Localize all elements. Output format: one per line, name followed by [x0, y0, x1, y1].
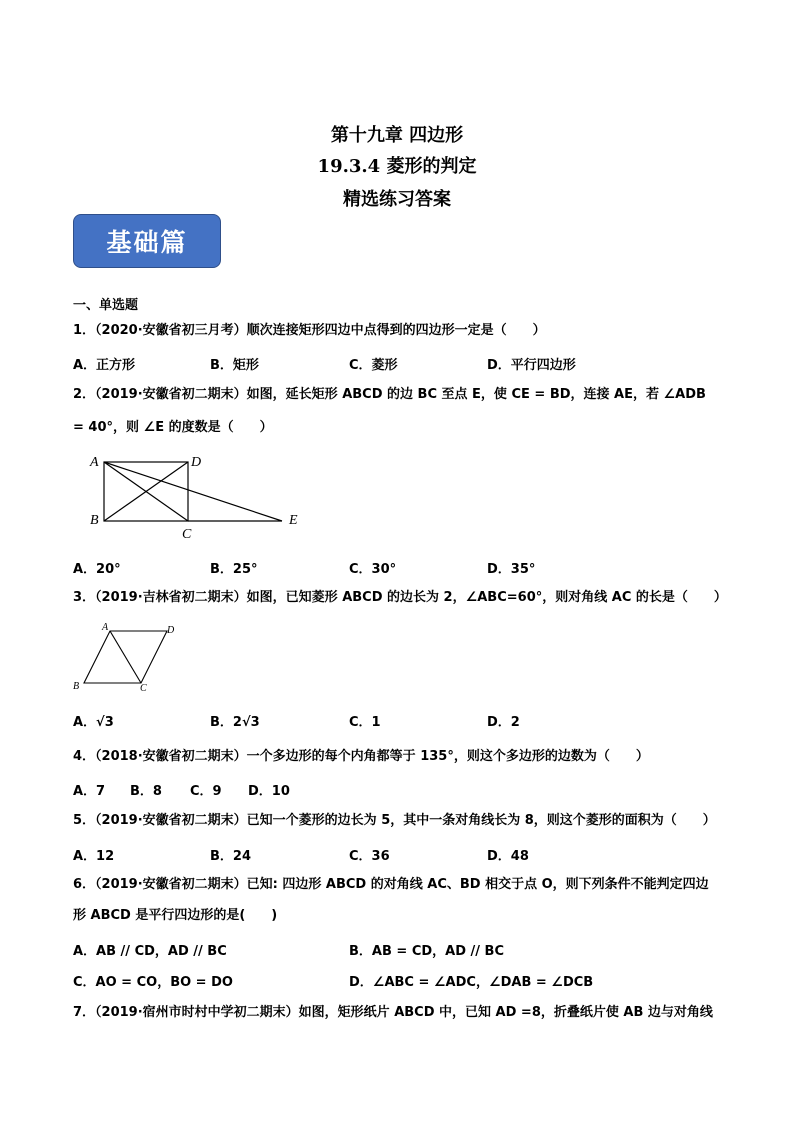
label-c: C [140, 683, 147, 694]
question-6-option-a: A．AB // CD，AD // BC [73, 944, 227, 959]
question-5-option-c: C．36 [349, 849, 390, 864]
document-subtitle: 精选练习答案 [343, 189, 451, 210]
question-2-option-b: B．25° [210, 562, 258, 577]
diagonal-ac-line [110, 631, 141, 683]
section-heading: 一、单选题 [73, 298, 139, 313]
question-6-option-c: C．AO = CO，BO = DO [73, 975, 233, 990]
label-b: B [73, 681, 80, 692]
question-4-option-d: D．10 [248, 784, 290, 799]
question-6-stem-line2: 形 ABCD 是平行四边形的是( ) [73, 908, 278, 923]
question-4-stem: 4．（2018·安徽省初二期末）一个多边形的每个内角都等于 135°，则这个多边形的边数为（ ） [73, 749, 649, 764]
question-3-option-c: C．1 [349, 715, 381, 730]
question-3-stem: 3．（2019·吉林省初二期末）如图，已知菱形 ABCD 的边长为 2，∠ABC=60°，则对角线 AC 的长是（ ） [73, 590, 727, 605]
question-4-option-b: B．8 [130, 784, 162, 799]
chapter-title: 第十九章 四边形 [330, 125, 464, 146]
label-c: C [182, 527, 192, 542]
question-3-option-b: B．2√3 [210, 715, 260, 730]
question-3-option-d: D．2 [487, 715, 520, 730]
question-5-option-b: B．24 [210, 849, 251, 864]
question-2-option-c: C．30° [349, 562, 397, 577]
question-1-stem: 1．（2020·安徽省初三月考）顺次连接矩形四边中点得到的四边形一定是（ ） [73, 323, 546, 338]
question-2-option-d: D．35° [487, 562, 536, 577]
question-5-stem: 5．（2019·安徽省初二期末）已知一个菱形的边长为 5，其中一条对角线长为 8，则这个菱形的面积为（ ） [73, 813, 716, 828]
question-2-stem-line2: = 40°，则 ∠E 的度数是（ ） [73, 420, 273, 435]
question-4-option-c: C．9 [190, 784, 222, 799]
question-1-option-c: C．菱形 [349, 358, 398, 373]
label-e: E [289, 513, 298, 528]
question-1-option-d: D．平行四边形 [487, 358, 576, 373]
section-title: 19.3.4 菱形的判定 [317, 156, 477, 177]
level-badge [73, 214, 221, 268]
segment-ae [104, 462, 282, 521]
label-a: A [90, 455, 99, 470]
question-2-figure [86, 450, 316, 542]
question-5-option-a: A．12 [73, 849, 115, 864]
label-a: A [102, 622, 109, 633]
question-5-option-d: D．48 [487, 849, 529, 864]
question-3-figure [70, 620, 190, 694]
question-6-stem-line1: 6．（2019·安徽省初二期末）已知: 四边形 ABCD 的对角线 AC、BD 相交于点 O，则下列条件不能判定四边 [73, 877, 709, 892]
question-1-option-b: B．矩形 [210, 358, 259, 373]
question-1-option-a: A．正方形 [73, 358, 136, 373]
question-7-stem: 7．（2019·宿州市时村中学初二期末）如图，矩形纸片 ABCD 中，已知 AD =8，折叠纸片使 AB 边与对角线 [73, 1005, 713, 1020]
question-3-option-a: A．√3 [73, 715, 114, 730]
level-badge-label: 基础篇 [106, 228, 188, 257]
label-b: B [90, 513, 99, 528]
question-4-option-a: A．7 [73, 784, 106, 799]
label-d: D [167, 625, 175, 636]
question-6-option-d: D．∠ABC = ∠ADC，∠DAB = ∠DCB [349, 975, 594, 990]
question-2-stem-line1: 2．（2019·安徽省初二期末）如图，延长矩形 ABCD 的边 BC 至点 E，使 CE = BD，连接 AE，若 ∠ADB [73, 387, 706, 402]
question-2-option-a: A．20° [73, 562, 121, 577]
question-6-option-b: B．AB = CD，AD // BC [349, 944, 505, 959]
label-d: D [191, 455, 202, 470]
